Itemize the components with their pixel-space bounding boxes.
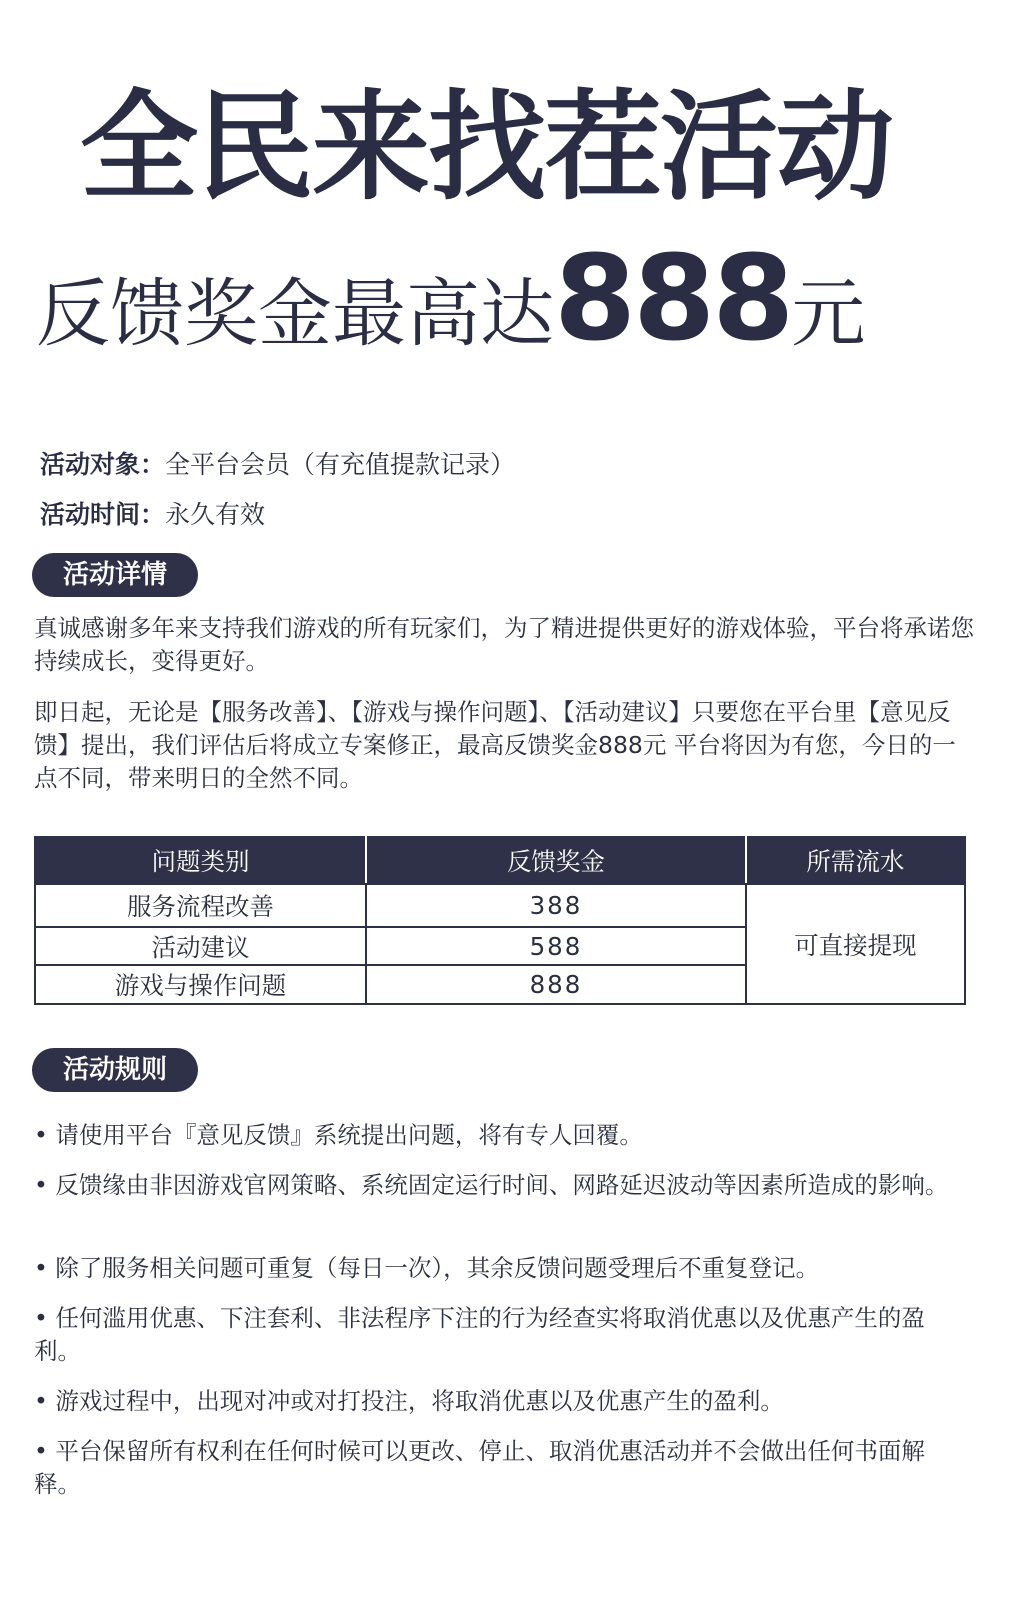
- activity-target-label: 活动对象：: [40, 450, 166, 479]
- activity-time-value: 永久有效: [165, 500, 266, 529]
- bonus-cell: 388: [366, 884, 746, 927]
- header-bonus: 反馈奖金: [366, 837, 746, 884]
- rule-item: • 任何滥用优惠、下注套利、非法程序下注的行为经查实将取消优惠以及优惠产生的盈利。: [34, 1304, 925, 1365]
- requirement-cell: 可直接提现: [746, 884, 965, 1004]
- activity-time-label: 活动时间：: [40, 500, 166, 529]
- rule-item: • 除了服务相关问题可重复（每日一次），其余反馈问题受理后不重复登记。: [34, 1254, 820, 1282]
- activity-target: [40, 448, 515, 482]
- bonus-headline-prefix: 反馈奖金最高达: [36, 271, 554, 357]
- reward-table-header-row: [35, 837, 965, 884]
- bonus-cell: 588: [366, 927, 746, 965]
- rule-item: • 平台保留所有权利在任何时候可以更改、停止、取消优惠活动并不会做出任何书面解释。: [34, 1437, 925, 1498]
- table-row: [35, 884, 965, 927]
- details-section-heading: 活动详情: [32, 553, 198, 597]
- category-cell: 游戏与操作问题: [35, 965, 366, 1004]
- bonus-headline-suffix: 元: [791, 271, 866, 357]
- bonus-headline-amount: 888: [554, 229, 792, 367]
- details-paragraph-2: 即日起，无论是【服务改善】、【游戏与操作问题】、【活动建议】只要您在平台里【意见反馈】提出，我们评估后将成立专案修正，最高反馈奖金888元 平台将因为有您，今日的一点不同，带来明日的全然不同。: [34, 698, 956, 792]
- header-category: 问题类别: [35, 837, 366, 884]
- bonus-cell: 888: [366, 965, 746, 1004]
- rule-item: • 游戏过程中，出现对冲或对打投注，将取消优惠以及优惠产生的盈利。: [34, 1387, 784, 1415]
- activity-time: [40, 498, 265, 532]
- header-requirement: 所需流水: [746, 837, 965, 884]
- rules-section-heading: 活动规则: [32, 1048, 198, 1092]
- details-paragraph-1: 真诚感谢多年来支持我们游戏的所有玩家们，为了精进提供更好的游戏体验，平台将承诺您持续成长，变得更好。: [34, 614, 974, 675]
- category-cell: 服务流程改善: [35, 884, 366, 927]
- bonus-headline: [36, 229, 866, 367]
- category-cell: 活动建议: [35, 927, 366, 965]
- rule-item: • 请使用平台『意见反馈』系统提出问题，将有专人回覆。: [34, 1121, 643, 1149]
- page-title: 全民来找茬活动: [79, 78, 892, 216]
- rule-item: • 反馈缘由非因游戏官网策略、系统固定运行时间、网路延迟波动等因素所造成的影响。: [34, 1171, 949, 1199]
- activity-target-value: 全平台会员（有充值提款记录）: [165, 450, 516, 479]
- reward-table: [34, 836, 966, 1005]
